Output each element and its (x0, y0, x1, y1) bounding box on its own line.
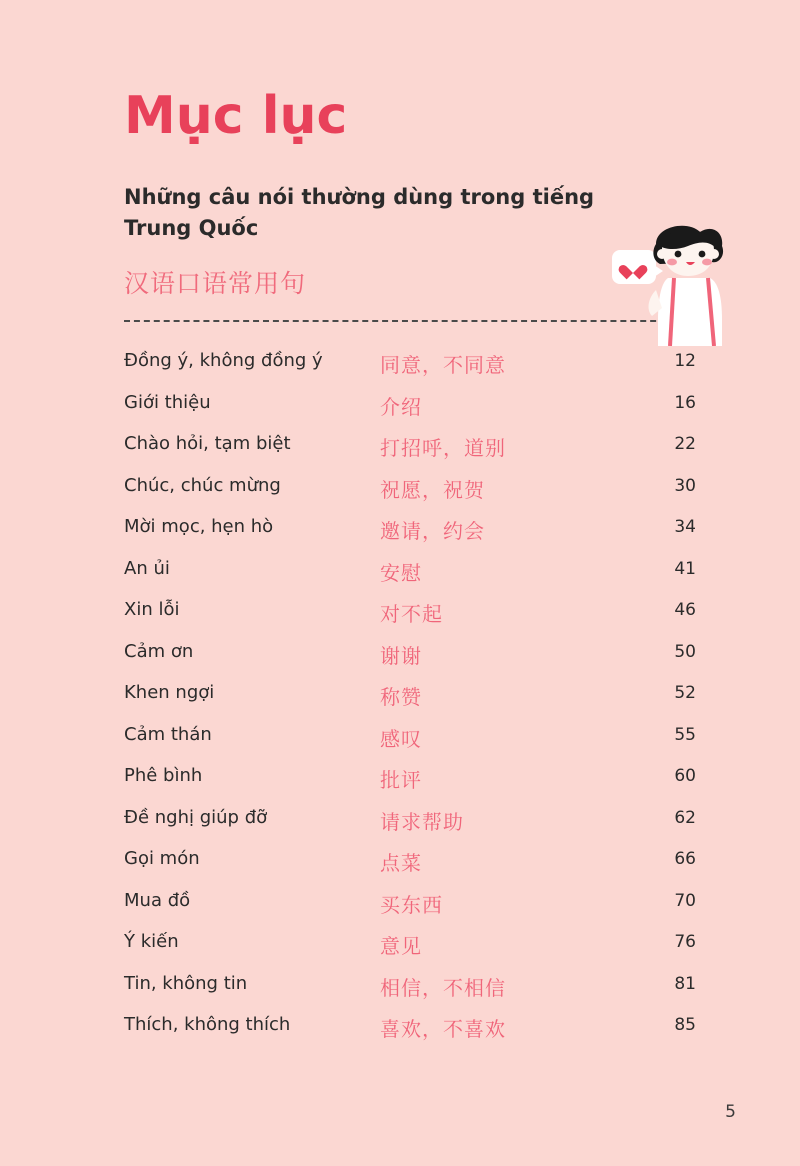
toc-entry-page: 34 (674, 517, 696, 537)
toc-entry-title-zh: 邀请，约会 (380, 519, 485, 543)
toc-entry-title-zh: 安慰 (380, 560, 422, 585)
page-subtitle: Những câu nói thường dùng trong tiếng Trung Quốc (124, 185, 595, 240)
toc-entry[interactable] (124, 599, 696, 641)
toc-entry-title-zh: 请求帮助 (380, 809, 464, 834)
toc-entry-title-vi: Chào hỏi, tạm biệt (124, 433, 291, 454)
page-subtitle-chinese: 汉语口语常用句 (124, 269, 307, 298)
page-title: Mục lục (124, 86, 348, 146)
toc-entry-title-vi: Ý kiến (124, 931, 179, 952)
table-of-contents (124, 350, 696, 1056)
toc-entry-page: 76 (674, 932, 696, 952)
toc-entry[interactable] (124, 474, 696, 517)
toc-entry-page: 52 (674, 683, 696, 703)
toc-entry-title-vi: Phê bình (124, 765, 203, 786)
toc-entry[interactable] (124, 433, 696, 475)
toc-entry-title-vi: Giới thiệu (124, 391, 211, 413)
toc-entry-page: 85 (674, 1015, 696, 1035)
toc-entry-page: 55 (674, 724, 696, 745)
toc-entry-page: 70 (674, 890, 696, 911)
toc-entry[interactable] (124, 889, 696, 932)
toc-entry-title-zh: 对不起 (380, 602, 443, 626)
toc-entry[interactable] (124, 848, 696, 890)
toc-entry-page: 22 (674, 434, 696, 454)
toc-entry-page: 41 (674, 558, 696, 579)
dashed-divider (124, 320, 676, 322)
toc-entry-page: 66 (674, 849, 696, 869)
toc-entry[interactable] (124, 765, 696, 807)
toc-entry-title-vi: Đồng ý, không đồng ý (124, 350, 323, 371)
toc-entry-page: 62 (674, 807, 696, 828)
toc-entry-page: 46 (674, 600, 696, 620)
toc-entry[interactable] (124, 391, 696, 434)
toc-entry-title-vi: Khen ngợi (124, 682, 215, 703)
toc-entry-title-zh: 祝愿，祝贺 (380, 477, 485, 502)
toc-entry-title-zh: 谢谢 (380, 643, 422, 668)
toc-entry-title-vi: Mời mọc, hẹn hò (124, 516, 274, 537)
toc-entry-title-zh: 批评 (380, 768, 422, 792)
toc-entry-title-zh: 感叹 (380, 726, 422, 751)
toc-entry-title-zh: 相信，不相信 (380, 975, 506, 1000)
toc-entry[interactable] (124, 931, 696, 973)
toc-entry[interactable] (124, 640, 696, 683)
toc-entry[interactable] (124, 516, 696, 558)
toc-entry-title-vi: Xin lỗi (124, 599, 180, 620)
boy-illustration (612, 216, 732, 346)
toc-entry-title-vi: Gọi món (124, 848, 200, 869)
toc-entry[interactable] (124, 806, 696, 849)
toc-entry-title-zh: 意见 (380, 934, 422, 958)
toc-entry-title-zh: 打招呼，道别 (380, 436, 506, 460)
toc-entry-title-vi: Chúc, chúc mừng (124, 474, 281, 496)
toc-entry-title-vi: An ủi (124, 557, 170, 579)
toc-entry-page: 30 (674, 475, 696, 496)
toc-entry-page: 16 (674, 392, 696, 413)
toc-entry-page: 81 (674, 973, 696, 994)
toc-entry-title-zh: 同意，不同意 (380, 353, 506, 377)
toc-entry-page: 50 (674, 641, 696, 662)
toc-entry-title-vi: Cảm ơn (124, 640, 194, 662)
toc-entry-title-vi: Thích, không thích (124, 1014, 291, 1035)
page-number: 5 (725, 1102, 736, 1122)
toc-entry-title-vi: Đề nghị giúp đỡ (124, 806, 268, 828)
toc-entry[interactable] (124, 1014, 696, 1056)
toc-entry[interactable] (124, 972, 696, 1015)
toc-entry-title-zh: 称赞 (380, 685, 422, 709)
toc-entry-page: 60 (674, 766, 696, 786)
toc-entry-title-zh: 介绍 (380, 394, 422, 419)
toc-entry-title-vi: Cảm thán (124, 723, 212, 745)
toc-entry[interactable] (124, 682, 696, 724)
toc-entry-page: 12 (674, 351, 696, 371)
toc-entry[interactable] (124, 350, 696, 392)
toc-entry-title-zh: 买东西 (380, 892, 443, 917)
toc-entry-title-zh: 喜欢，不喜欢 (380, 1017, 506, 1041)
toc-entry-title-vi: Tin, không tin (124, 972, 248, 994)
toc-entry[interactable] (124, 723, 696, 766)
toc-entry[interactable] (124, 557, 696, 600)
toc-entry-title-zh: 点菜 (380, 851, 422, 875)
toc-entry-title-vi: Mua đồ (124, 889, 191, 911)
